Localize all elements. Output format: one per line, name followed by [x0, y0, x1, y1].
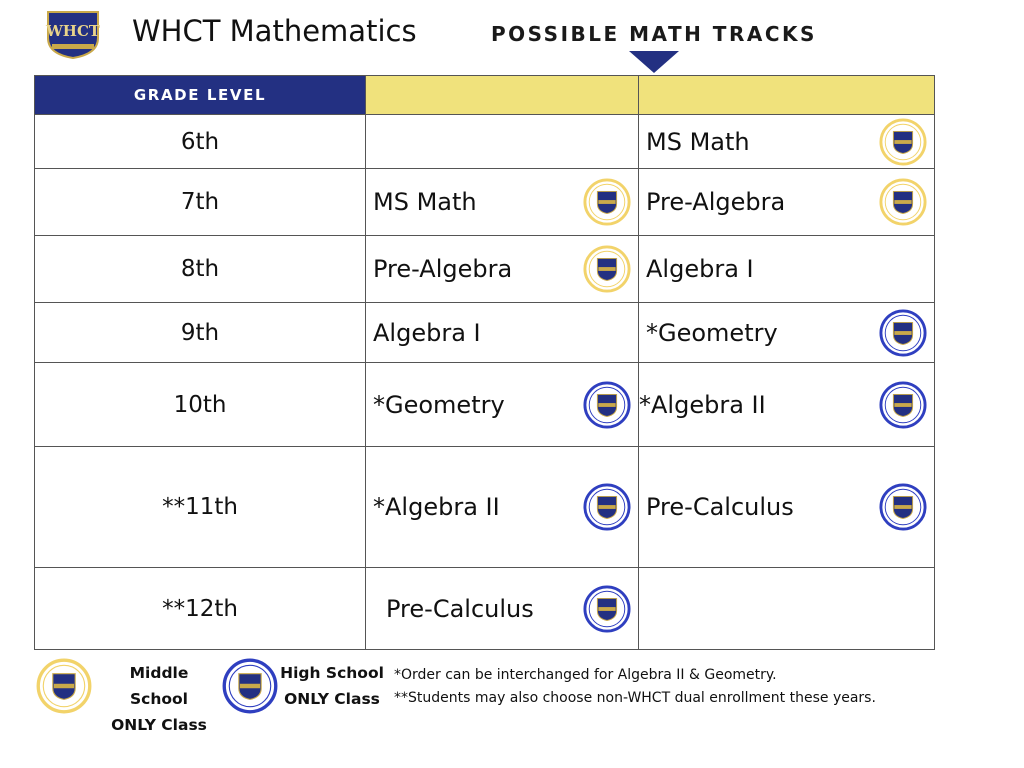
high-school-badge-icon: [222, 658, 278, 714]
course-label: *Algebra II: [373, 493, 500, 521]
course-label: *Algebra II: [639, 390, 766, 419]
grade-cell: 9th: [35, 303, 366, 363]
middle-school-badge-icon: [879, 118, 927, 166]
table-row: [35, 363, 935, 447]
track-2-cell: [639, 236, 935, 303]
track-2-cell: [639, 568, 935, 650]
course-label: MS Math: [373, 188, 477, 216]
track-1-cell: [366, 115, 639, 169]
track-1-cell: [366, 303, 639, 363]
track-2-cell: [639, 447, 935, 568]
track-1-cell: [366, 169, 639, 236]
track-1-header: [366, 76, 639, 115]
footnote-dual-enrollment: **Students may also choose non-WHCT dual enrollment these years.: [394, 690, 876, 706]
grade-cell: 7th: [35, 169, 366, 236]
track-1-cell: [366, 447, 639, 568]
track-1-cell: [366, 236, 639, 303]
track-2-cell: [639, 115, 935, 169]
course-label: MS Math: [646, 127, 750, 156]
grade-level-header: GRADE LEVEL: [35, 76, 366, 115]
high-school-badge-icon: [879, 483, 927, 531]
hs-legend-line2: ONLY Class: [284, 690, 380, 708]
table-row: [35, 303, 935, 363]
course-label: Pre-Algebra: [646, 188, 786, 216]
middle-school-badge-icon: [879, 178, 927, 226]
table-row: [35, 169, 935, 236]
tracks-title: POSSIBLE MATH TRACKS: [491, 22, 817, 46]
course-label: Algebra I: [373, 318, 481, 347]
grade-cell: **12th: [35, 568, 366, 650]
high-school-badge-icon: [879, 309, 927, 357]
grade-cell: 6th: [35, 115, 366, 169]
footnote-order: *Order can be interchanged for Algebra II & Geometry.: [394, 667, 777, 683]
high-school-badge-icon: [583, 585, 631, 633]
course-label: Algebra I: [646, 255, 754, 283]
hs-legend-label: [280, 660, 384, 712]
legend: [36, 658, 976, 734]
course-label: *Geometry: [373, 390, 505, 419]
track-2-cell: [639, 363, 935, 447]
grade-cell: **11th: [35, 447, 366, 568]
table-row: [35, 447, 935, 568]
grade-cell: 8th: [35, 236, 366, 303]
ms-legend-label: [98, 660, 220, 738]
track-2-cell: [639, 303, 935, 363]
grade-cell: 10th: [35, 363, 366, 447]
table-row: [35, 236, 935, 303]
table-row: [35, 568, 935, 650]
track-2-cell: [639, 169, 935, 236]
svg-text:WHCT: WHCT: [45, 22, 101, 40]
middle-school-badge-icon: [36, 658, 92, 714]
course-label: *Geometry: [646, 318, 778, 347]
table-header-row: [35, 76, 935, 115]
course-label: Pre-Algebra: [373, 255, 513, 283]
table-row: [35, 115, 935, 169]
track-1-cell: [366, 363, 639, 447]
whct-logo: [44, 8, 102, 60]
ms-legend-line1: Middle School: [129, 664, 189, 708]
down-arrow-icon: [629, 51, 679, 73]
page-title: WHCT Mathematics: [132, 14, 417, 48]
hs-legend-line1: High School: [280, 664, 384, 682]
track-1-cell: [366, 568, 639, 650]
high-school-badge-icon: [583, 483, 631, 531]
course-label: Pre-Calculus: [386, 594, 534, 623]
course-label: Pre-Calculus: [646, 493, 794, 521]
middle-school-badge-icon: [583, 245, 631, 293]
math-tracks-table: [34, 75, 935, 650]
middle-school-badge-icon: [583, 178, 631, 226]
ms-legend-line2: ONLY Class: [111, 716, 207, 734]
high-school-badge-icon: [879, 381, 927, 429]
high-school-badge-icon: [583, 381, 631, 429]
track-2-header: [639, 76, 935, 115]
